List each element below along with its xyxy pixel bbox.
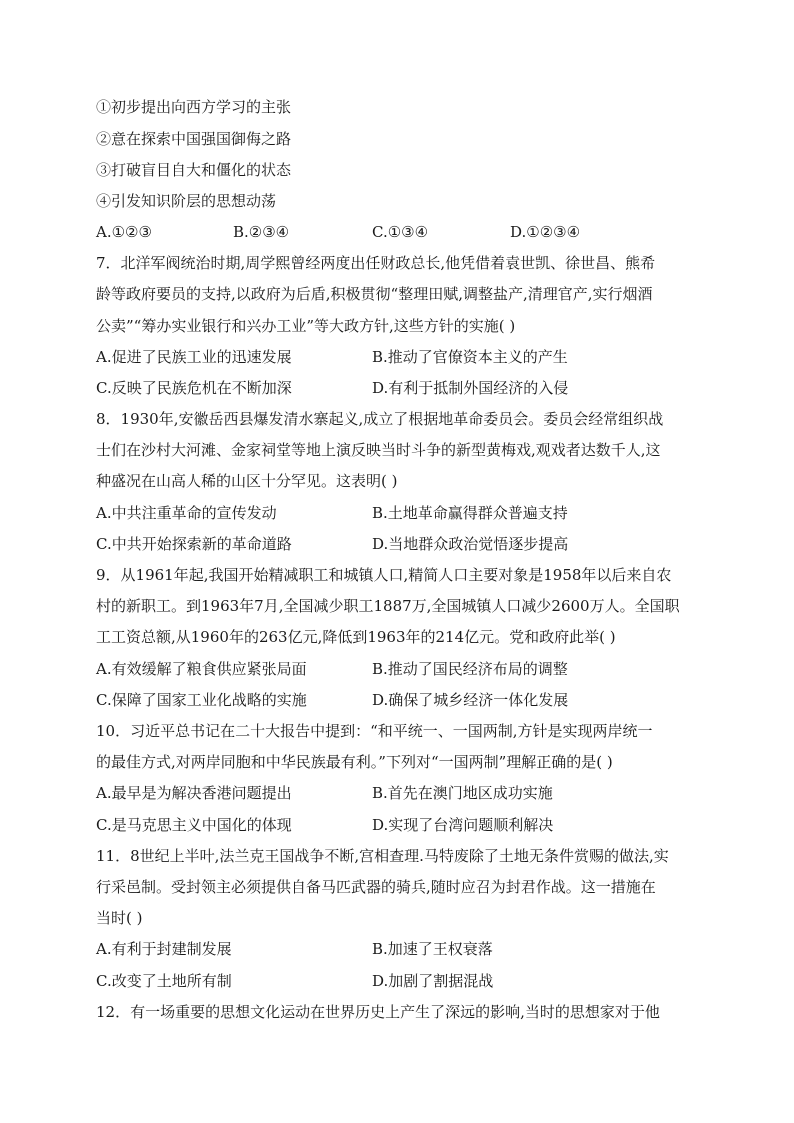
q11-option-d: D.加剧了割据混战 (372, 972, 494, 990)
q6-statement-4: ④引发知识阶层的思想动荡 (96, 192, 277, 210)
q9-option-b: B.推动了国民经济布局的调整 (372, 660, 568, 678)
q8-option-d: D.当地群众政治觉悟逐步提高 (372, 535, 569, 553)
q6-option-c: C.①③④ (372, 223, 429, 241)
q7-option-d: D.有利于抵制外国经济的入侵 (372, 379, 569, 397)
q8-options-row-2 (96, 534, 696, 554)
q7-options-row-2 (96, 378, 696, 398)
q9-stem-line-3: 工工资总额,从1960年的263亿元,降低到1963年的214亿元。党和政府此举( ) (96, 628, 616, 646)
q11-stem-line-1: 11．8世纪上半叶,法兰克王国战争不断,宫相查理.马特废除了土地无条件赏赐的做法,实 (96, 847, 669, 865)
q11-options-row-1 (96, 939, 696, 959)
q6-statement-2: ②意在探索中国强国御侮之路 (96, 130, 292, 148)
q10-options-row-1 (96, 783, 696, 803)
q10-option-c: C.是马克思主义中国化的体现 (96, 816, 292, 834)
q9-stem-line-1: 9．从1961年起,我国开始精减职工和城镇人口,精简人口主要对象是1958年以后来自农 (96, 566, 672, 584)
q10-options-row-2 (96, 815, 696, 835)
q6-option-d: D.①②③④ (510, 223, 581, 241)
q10-option-a: A.最早是为解决香港问题提出 (96, 784, 292, 802)
q6-statement-1: ①初步提出向西方学习的主张 (96, 98, 292, 116)
q7-option-b: B.推动了官僚资本主义的产生 (372, 348, 568, 366)
q9-option-c: C.保障了国家工业化战略的实施 (96, 691, 307, 709)
q8-option-a: A.中共注重革命的宣传发动 (96, 504, 277, 522)
q12-stem-line-1: 12．有一场重要的思想文化运动在世界历史上产生了深远的影响,当时的思想家对于他 (96, 1003, 660, 1021)
q7-stem-line-3: 公卖”“筹办实业银行和兴办工业”等大政方针,这些方针的实施( ) (96, 317, 516, 335)
q11-option-a: A.有利于封建制发展 (96, 940, 232, 958)
q6-statement-3: ③打破盲目自大和僵化的状态 (96, 161, 292, 179)
q10-stem-line-1: 10．习近平总书记在二十大报告中提到：“和平统一、一国两制,方针是实现两岸统一 (96, 722, 653, 740)
q11-options-row-2 (96, 971, 696, 991)
q9-option-d: D.确保了城乡经济一体化发展 (372, 691, 569, 709)
q8-options-row-1 (96, 503, 696, 523)
q7-option-a: A.促进了民族工业的迅速发展 (96, 348, 292, 366)
q11-stem-line-2: 行采邑制。受封领主必须提供自备马匹武器的骑兵,随时应召为封君作战。这一措施在 (96, 878, 656, 896)
q10-option-b: B.首先在澳门地区成功实施 (372, 784, 553, 802)
q9-options-row-1 (96, 659, 696, 679)
q8-stem-line-2: 士们在沙村大河滩、金家祠堂等地上演反映当时斗争的新型黄梅戏,观戏者达数千人,这 (96, 441, 661, 459)
q8-option-b: B.土地革命赢得群众普遍支持 (372, 504, 568, 522)
q9-option-a: A.有效缓解了粮食供应紧张局面 (96, 660, 307, 678)
q10-option-d: D.实现了台湾问题顺利解决 (372, 816, 554, 834)
q7-stem-line-2: 龄等政府要员的支持,以政府为后盾,积极贯彻“整理田赋,调整盐产,清理官产,实行烟酒 (96, 285, 653, 303)
q7-option-c: C.反映了民族危机在不断加深 (96, 379, 292, 397)
q8-stem-line-3: 种盛况在山高人稀的山区十分罕见。这表明( ) (96, 472, 398, 490)
q7-stem-line-1: 7．北洋军阀统治时期,周学熙曾经两度出任财政总长,他凭借着袁世凯、徐世昌、熊希 (96, 254, 656, 272)
q9-stem-line-2: 村的新职工。到1963年7月,全国减少职工1887万,全国城镇人口减少2600万人。全国职 (96, 597, 680, 615)
q8-option-c: C.中共开始探索新的革命道路 (96, 535, 292, 553)
q11-stem-line-3: 当时( ) (96, 909, 143, 927)
q10-stem-line-2: 的最佳方式,对两岸同胞和中华民族最有利。”下列对“一国两制”理解正确的是( ) (96, 753, 613, 771)
q7-options-row-1 (96, 347, 696, 367)
q11-option-b: B.加速了王权衰落 (372, 940, 493, 958)
q6-option-a: A.①②③ (96, 223, 152, 241)
q9-options-row-2 (96, 690, 696, 710)
q11-option-c: C.改变了土地所有制 (96, 972, 232, 990)
q8-stem-line-1: 8．1930年,安徽岳西县爆发清水寨起义,成立了根据地革命委员会。委员会经常组织战 (96, 410, 664, 428)
q6-options (96, 222, 696, 242)
q6-option-b: B.②③④ (233, 223, 290, 241)
